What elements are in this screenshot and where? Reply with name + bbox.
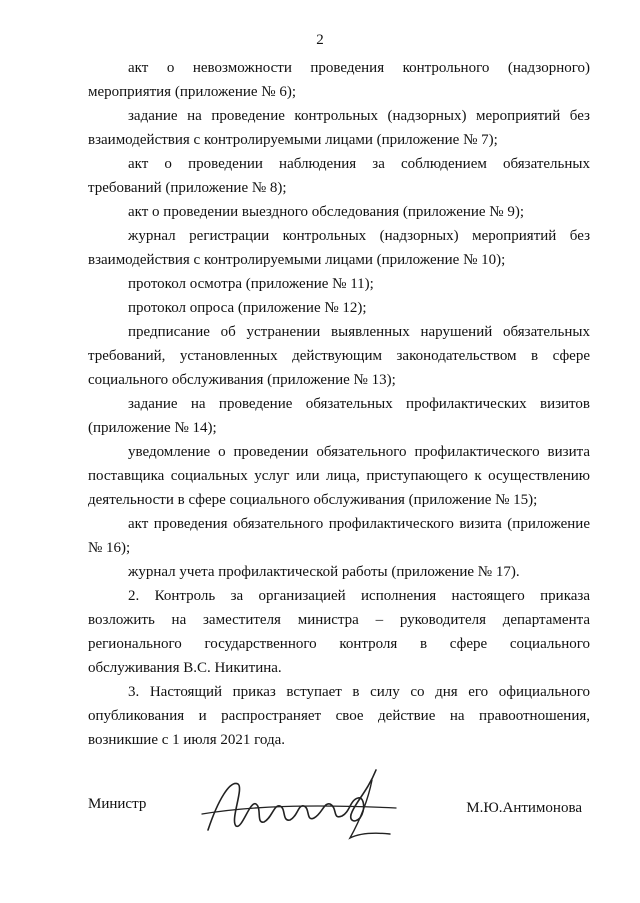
- signatory-name: М.Ю.Антимонова: [466, 800, 582, 816]
- document-body: [88, 56, 590, 752]
- list-item: задание на проведение контрольных (надзорных) мероприятий без взаимодействия с контролируемыми лицами (приложение № 7);: [88, 108, 590, 148]
- list-item: акт о проведении наблюдения за соблюдением обязательных требований (приложение № 8);: [88, 156, 590, 196]
- list-item: акт проведения обязательного профилактического визита (приложение № 16);: [88, 516, 590, 556]
- clause-3: 3. Настоящий приказ вступает в силу со дня его официального опубликования и распространяет свое действие на правоотношения, возникшие с 1 июля 2021 года.: [88, 684, 590, 748]
- list-item: протокол осмотра (приложение № 11);: [128, 276, 374, 292]
- signatory-position: Министр: [88, 796, 147, 812]
- list-item: протокол опроса (приложение № 12);: [128, 300, 367, 316]
- list-item: журнал учета профилактической работы (приложение № 17).: [128, 564, 520, 580]
- list-item: акт о проведении выездного обследования (приложение № 9);: [128, 204, 525, 220]
- list-item: журнал регистрации контрольных (надзорных) мероприятий без взаимодействия с контролируемыми лицами (приложение № 10);: [88, 228, 590, 268]
- list-item: задание на проведение обязательных профилактических визитов (приложение № 14);: [88, 396, 590, 436]
- clause-2: 2. Контроль за организацией исполнения настоящего приказа возложить на заместителя министра – руководителя департамента регионального государственного контроля в сфере социального обслуживания В.С. Никитина.: [88, 588, 590, 676]
- list-item: предписание об устранении выявленных нарушений обязательных требований, установленных действующим законодательством в сфере социального обслуживания (приложение № 13);: [88, 324, 590, 388]
- list-item: уведомление о проведении обязательного профилактического визита поставщика социальных услуг или лица, приступающего к осуществлению деятельности в сфере социального обслуживания (приложение № 15);: [88, 444, 590, 508]
- page-number: 2: [316, 32, 324, 48]
- list-item: акт о невозможности проведения контрольного (надзорного) мероприятия (приложение № 6);: [88, 60, 590, 100]
- handwritten-signature: [200, 760, 400, 844]
